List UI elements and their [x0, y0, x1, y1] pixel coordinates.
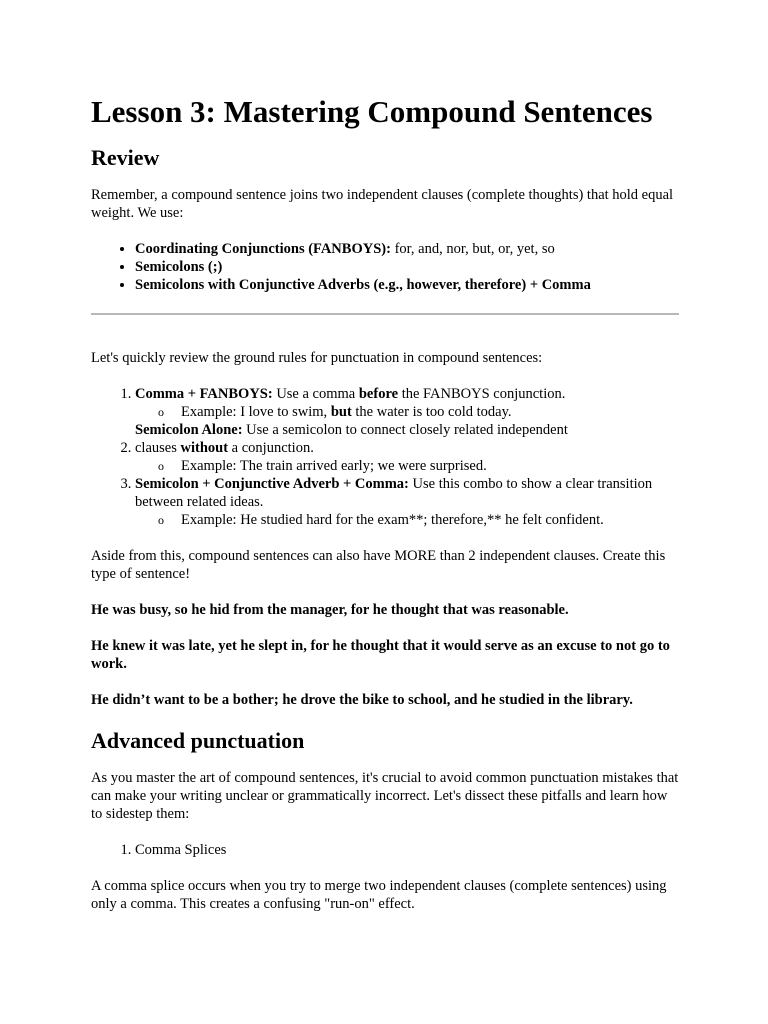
rule-example-list [135, 403, 679, 421]
example-bold: but [330, 404, 352, 420]
rule-text: Use this combo to show a clear transition between related ideas. [135, 476, 653, 510]
advanced-heading: Advanced punctuation [91, 728, 305, 753]
example-sentence-text: He was busy, so he hid from the manager, for he thought that was reasonable. [91, 602, 569, 618]
example-sentence-text: He didn’t want to be a bother; he drove the bike to school, and he studied in the library. [91, 692, 633, 708]
bullet-item [135, 240, 679, 258]
example-sentence-text: He knew it was late, yet he slept in, for he thought that it would serve as an excuse to not go to work. [91, 638, 670, 672]
rule-example-list [135, 457, 679, 475]
review-intro: Remember, a compound sentence joins two independent clauses (complete thoughts) that hold equal weight. We use: [91, 187, 674, 221]
rule-bold: Semicolon Alone: [135, 422, 243, 438]
rule-example-list [135, 511, 679, 529]
rule-body [135, 421, 595, 457]
rule-item [135, 421, 679, 475]
rule-example [181, 403, 679, 421]
example-text: Example: I love to swim, [181, 404, 331, 420]
advanced-list-item: 1. Comma Splices [135, 841, 679, 859]
bullet-item [135, 258, 679, 276]
advanced-list [91, 841, 679, 859]
page-title: Lesson 3: Mastering Compound Sentences [91, 94, 653, 129]
advanced-intro: As you master the art of compound sentences, it's crucial to avoid common punctuation mistakes that can make your writing unclear or grammatically incorrect. Let's dissect these pitfalls and learn how to sidestep them: [91, 770, 679, 822]
rule-text: Use a semicolon to connect closely related independent clauses [135, 422, 568, 456]
rule-text: the FANBOYS conjunction. [398, 386, 566, 402]
example-sentence [91, 691, 679, 709]
rule-bold-word: before [358, 386, 399, 402]
review-heading: Review [91, 145, 160, 170]
document-content [91, 94, 679, 913]
example-text: the water is too cold today. [351, 404, 512, 420]
rule-text: a conjunction. [228, 440, 314, 456]
rules-intro: Let's quickly review the ground rules for punctuation in compound sentences: [91, 350, 543, 366]
rule-bold: Semicolon + Conjunctive Adverb + Comma: [135, 476, 409, 492]
rule-item [135, 475, 679, 529]
review-bullet-list [91, 240, 679, 294]
comma-splice-text: A comma splice occurs when you try to merge two independent clauses (complete sentences) using only a comma. This creates a confusing "run-on" effect. [91, 878, 667, 912]
bullet-bold: Semicolons (;) [135, 259, 223, 275]
rule-example: o Example: The train arrived early; we were surprised. [181, 457, 679, 475]
divider-wrapper [91, 313, 679, 315]
bullet-text: for, and, nor, but, or, yet, so [390, 241, 555, 257]
example-sentence [91, 601, 679, 619]
rule-bold: Comma + FANBOYS: [135, 386, 273, 402]
more-intro: Aside from this, compound sentences can also have MORE than 2 independent clauses. Create this type of sentence! [91, 548, 666, 582]
bullet-bold: Semicolons with Conjunctive Adverbs (e.g., however, therefore) + Comma [135, 277, 591, 293]
bullet-bold: Coordinating Conjunctions (FANBOYS): [135, 241, 391, 257]
rule-bold-word: without [180, 440, 229, 456]
rule-item [135, 385, 679, 421]
rule-example: o Example: He studied hard for the exam**; therefore,** he felt confident. [181, 511, 679, 529]
rule-text: Use a comma [272, 386, 359, 402]
horizontal-divider [91, 313, 679, 315]
rules-list [91, 385, 679, 529]
bullet-item [135, 276, 679, 294]
example-sentence [91, 637, 679, 673]
